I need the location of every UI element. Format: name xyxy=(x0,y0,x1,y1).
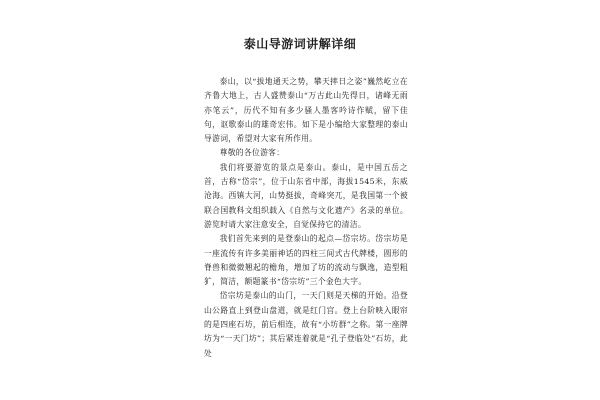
document-body xyxy=(204,75,408,361)
paragraph-greeting: 尊敬的各位游客： xyxy=(219,148,285,158)
paragraph-overview: 我们将要游览的景点是泰山。泰山，是中国五岳之首，古称“岱宗”，位于山东省中部，海拔1545米，东威沧海。西镇大河，山势挺拔，奇峰突兀，是我国第一个被联合国教科文组织载入《自然与文化遗产》名录的单位。游览时请大家注意安全，自觉保持它的清洁。 xyxy=(204,162,408,229)
document-title: 泰山导游词讲解详细 xyxy=(243,37,357,51)
paragraph-first-gate: 岱宗坊是泰山的山门，一天门则是天梯的开始。沿登山公路直上到登山盘道，就是红门宫。登上台阶映入眼帘的是四座石坊，前后相连，故有“小坊群”之称。第一座牌坊为“一天门坊”；其后紧连着就是“孔子登临处”石坊，此处 xyxy=(204,291,408,358)
paragraph-intro: 泰山，以“拔地通天之势，攀天摔日之姿”巍然屹立在齐鲁大地上，古人盛赞泰山“万古此山先得日，诸峰无雨亦笔云”，历代不知有多少骚人墨客吟诗作赋，留下佳句，讴歌泰山的雄奇宏伟。如下是小编给大家整理的泰山导游词，希望对大家有所作用。 xyxy=(204,77,408,144)
paragraph-daizong-arch: 我们首先来到的是登泰山的起点—岱宗坊。岱宗坊是一座流传有许多美丽神话的四柱三间式古代牌楼，圆形的脊兽和微微翘起的檐角，增加了坊的流动与飘逸，造型粗犷，简洁，额题篆书“岱宗坊”三个金色大字。 xyxy=(204,234,408,287)
